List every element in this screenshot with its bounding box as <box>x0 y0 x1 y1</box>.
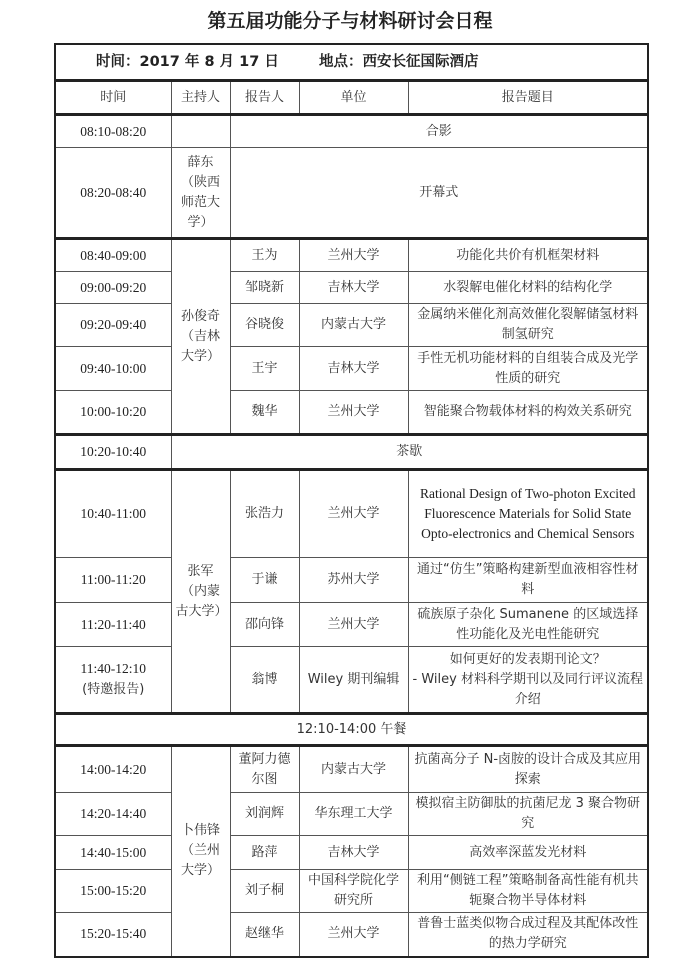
event: 12:10-14:00 午餐 <box>55 714 648 746</box>
table-row <box>55 746 648 793</box>
table-row <box>55 836 648 870</box>
topic: 金属纳米催化剂高效催化裂解储氢材料制氢研究 <box>408 304 648 347</box>
time: 15:20-15:40 <box>55 913 171 957</box>
header-row <box>55 81 648 115</box>
table-row <box>55 115 648 148</box>
host: 张军（内蒙古大学） <box>171 470 230 714</box>
time-note: (特邀报告) <box>82 682 145 697</box>
table-row <box>55 304 648 347</box>
speaker: 王宇 <box>230 347 299 391</box>
topic: 普鲁士蓝类似物合成过程及其配体改性的热力学研究 <box>408 913 648 957</box>
unit: 兰州大学 <box>299 391 408 435</box>
time: 15:00-15:20 <box>55 870 171 913</box>
time: 11:00-11:20 <box>55 558 171 603</box>
unit: 兰州大学 <box>299 239 408 272</box>
table-row <box>55 470 648 558</box>
venue: 地点：西安长征国际酒店 <box>299 44 648 81</box>
event: 合影 <box>230 115 648 148</box>
host <box>171 115 230 148</box>
speaker: 谷晓俊 <box>230 304 299 347</box>
time: 14:00-14:20 <box>55 746 171 793</box>
host: 薛东（陕西师范大学） <box>171 148 230 239</box>
header-topic: 报告题目 <box>408 81 648 115</box>
speaker: 王为 <box>230 239 299 272</box>
time: 08:40-09:00 <box>55 239 171 272</box>
time: 10:40-11:00 <box>55 470 171 558</box>
unit: 苏州大学 <box>299 558 408 603</box>
topic: 硫族原子杂化 Sumanene 的区域选择性功能化及光电性能研究 <box>408 603 648 647</box>
table-row <box>55 647 648 714</box>
topic-subtitle: - Wiley 材料科学期刊以及同行评议流程介绍 <box>412 671 643 707</box>
topic <box>408 647 648 714</box>
time: 08:20-08:40 <box>55 148 171 239</box>
table-row <box>55 870 648 913</box>
table-row <box>55 714 648 746</box>
time-value: 11:40-12:10 <box>80 661 146 676</box>
time <box>55 647 171 714</box>
time: 11:20-11:40 <box>55 603 171 647</box>
topic: 利用“侧链工程”策略制备高性能有机共轭聚合物半导体材料 <box>408 870 648 913</box>
unit: 内蒙古大学 <box>299 304 408 347</box>
speaker: 邵向锋 <box>230 603 299 647</box>
info-row <box>55 44 648 81</box>
topic: 智能聚合物载体材料的构效关系研究 <box>408 391 648 435</box>
unit: 吉林大学 <box>299 347 408 391</box>
speaker: 赵继华 <box>230 913 299 957</box>
speaker: 路萍 <box>230 836 299 870</box>
table-row <box>55 148 648 239</box>
event: 开幕式 <box>230 148 648 239</box>
table-row <box>55 913 648 957</box>
time: 10:20-10:40 <box>55 435 171 470</box>
speaker: 刘子桐 <box>230 870 299 913</box>
unit: Wiley 期刊编辑 <box>299 647 408 714</box>
time: 10:00-10:20 <box>55 391 171 435</box>
table-row <box>55 435 648 470</box>
topic: 水裂解电催化材料的结构化学 <box>408 272 648 304</box>
time: 08:10-08:20 <box>55 115 171 148</box>
host: 孙俊奇（吉林大学） <box>171 239 230 435</box>
topic: 功能化共价有机框架材料 <box>408 239 648 272</box>
page-title: 第五届功能分子与材料研讨会日程 <box>207 10 493 32</box>
event: 茶歇 <box>171 435 648 470</box>
header-unit: 单位 <box>299 81 408 115</box>
speaker: 张浩力 <box>230 470 299 558</box>
topic-line: 如何更好的发表期刊论文？ <box>449 651 606 667</box>
unit: 兰州大学 <box>299 603 408 647</box>
topic: Rational Design of Two-photon Excited Fluorescence Materials for Solid State Opto-electronics and Chemical Sensors <box>408 470 648 558</box>
time: 14:40-15:00 <box>55 836 171 870</box>
topic: 通过“仿生”策略构建新型血液相容性材料 <box>408 558 648 603</box>
unit: 兰州大学 <box>299 913 408 957</box>
topic: 模拟宿主防御肽的抗菌尼龙 3 聚合物研究 <box>408 793 648 836</box>
unit: 吉林大学 <box>299 836 408 870</box>
topic: 高效率深蓝发光材料 <box>408 836 648 870</box>
table-row <box>55 558 648 603</box>
header-speaker: 报告人 <box>230 81 299 115</box>
table-row <box>55 603 648 647</box>
speaker: 于谦 <box>230 558 299 603</box>
unit: 中国科学院化学研究所 <box>299 870 408 913</box>
table-row <box>55 391 648 435</box>
unit: 兰州大学 <box>299 470 408 558</box>
table-row <box>55 793 648 836</box>
speaker: 魏华 <box>230 391 299 435</box>
topic: 抗菌高分子 N-卤胺的设计合成及其应用探索 <box>408 746 648 793</box>
unit: 华东理工大学 <box>299 793 408 836</box>
time: 14:20-14:40 <box>55 793 171 836</box>
date: 时间：2017 年 8 月 17 日 <box>55 44 299 81</box>
topic: 手性无机功能材料的自组装合成及光学性质的研究 <box>408 347 648 391</box>
time: 09:20-09:40 <box>55 304 171 347</box>
unit: 吉林大学 <box>299 272 408 304</box>
time: 09:40-10:00 <box>55 347 171 391</box>
speaker: 翁博 <box>230 647 299 714</box>
schedule-table <box>54 43 649 958</box>
time: 09:00-09:20 <box>55 272 171 304</box>
header-time: 时间 <box>55 81 171 115</box>
speaker: 邹晓新 <box>230 272 299 304</box>
host: 卜伟锋（兰州大学） <box>171 746 230 957</box>
table-row <box>55 239 648 272</box>
header-host: 主持人 <box>171 81 230 115</box>
table-row <box>55 272 648 304</box>
speaker: 刘润辉 <box>230 793 299 836</box>
unit: 内蒙古大学 <box>299 746 408 793</box>
table-row <box>55 347 648 391</box>
speaker: 董阿力德尔图 <box>230 746 299 793</box>
